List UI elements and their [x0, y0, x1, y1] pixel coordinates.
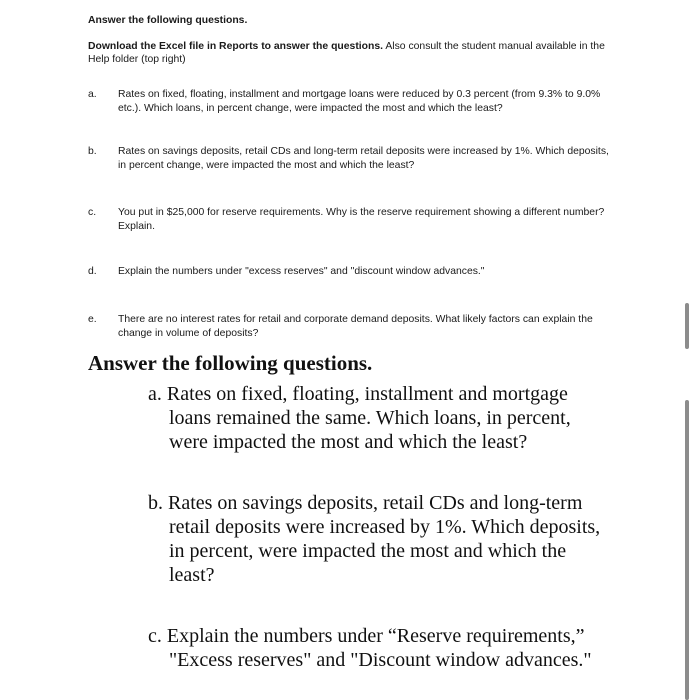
question-e [88, 313, 618, 340]
question-letter: e. [88, 314, 97, 325]
pasted-question-c [148, 624, 592, 672]
pasted-question-line: b. Rates on savings deposits, retail CDs and long-term [148, 492, 583, 514]
question-a [88, 88, 618, 115]
question-text: Rates on savings deposits, retail CDs and long-term retail deposits were increased by 1%. Which deposits, in percent change, were impacted the most and which the least? [118, 146, 609, 171]
question-letter: b. [88, 146, 97, 157]
pasted-question-b [148, 491, 600, 587]
pasted-question-line: "Excess reserves" and "Discount window advances." [169, 649, 592, 671]
instructions-intro [88, 40, 618, 67]
instructions-heading: Answer the following questions. [88, 15, 248, 26]
question-b [88, 145, 618, 172]
instructions-block [88, 14, 618, 67]
pasted-question-line: a. Rates on fixed, floating, installment and mortgage [148, 383, 568, 405]
question-letter: a. [88, 89, 97, 100]
question-text: You put in $25,000 for reserve requirements. Why is the reserve requirement showing a different number? Explain. [118, 207, 605, 232]
pasted-questions-block [88, 350, 628, 376]
question-text: Explain the numbers under "excess reserves" and "discount window advances." [118, 266, 485, 277]
pasted-question-line: in percent, were impacted the most and which the [169, 540, 567, 562]
pasted-question-line: retail deposits were increased by 1%. Which deposits, [169, 516, 601, 538]
instructions-intro-rest: Also consult the student manual available in the Help folder (top right) [88, 40, 605, 65]
question-letter: c. [88, 207, 97, 218]
question-text: Rates on fixed, floating, installment and mortgage loans were reduced by 0.3 percent (from 9.3% to 9.0% etc.). Which loans, in percent change, were impacted the most and which the least? [118, 89, 601, 114]
scrollbar-thumb-lower[interactable] [685, 400, 689, 700]
pasted-question-line: least? [169, 564, 215, 586]
question-text: There are no interest rates for retail and corporate demand deposits. What likely factors can explain the change in volume of deposits? [118, 314, 593, 339]
scrollbar-thumb-upper[interactable] [685, 303, 689, 349]
question-letter: d. [88, 266, 97, 277]
pasted-question-line: loans remained the same. Which loans, in percent, [169, 407, 571, 429]
pasted-question-a [148, 382, 571, 454]
pasted-heading: Answer the following questions. [88, 351, 373, 375]
question-d [88, 265, 618, 279]
pasted-question-line: were impacted the most and which the least? [169, 431, 528, 453]
question-c [88, 206, 618, 233]
pasted-question-line: c. Explain the numbers under “Reserve requirements,” [148, 625, 585, 647]
instructions-intro-bold: Download the Excel file in Reports to answer the questions. [88, 40, 384, 52]
